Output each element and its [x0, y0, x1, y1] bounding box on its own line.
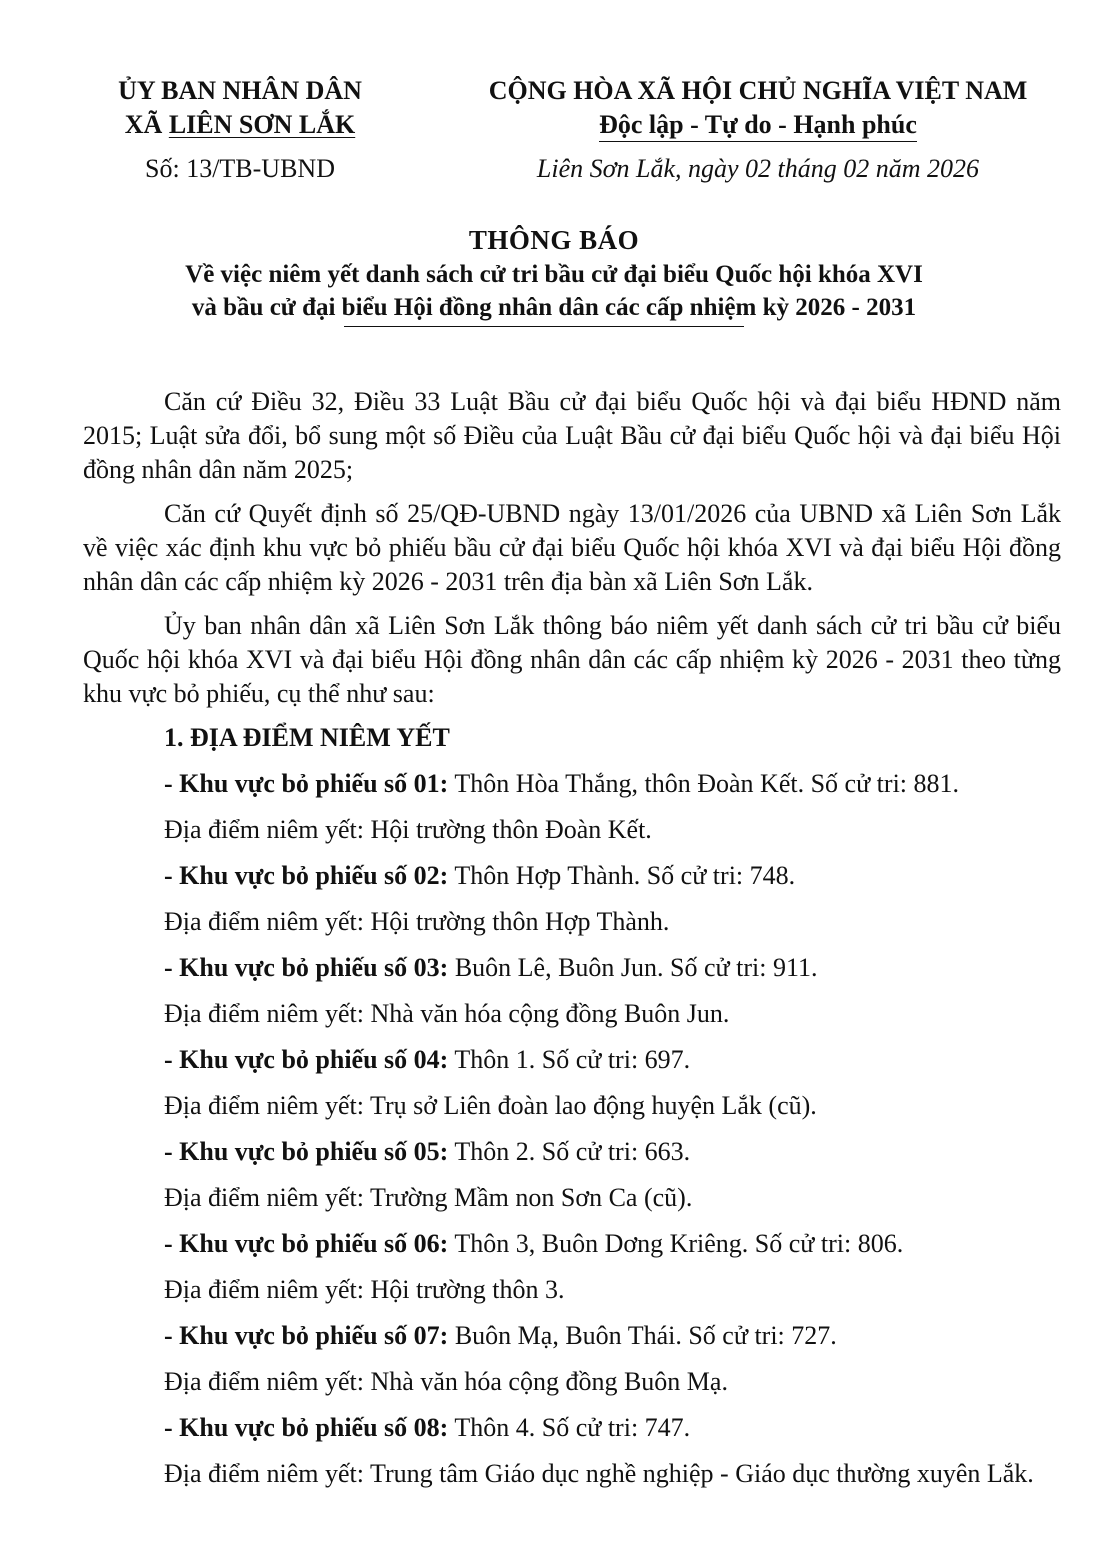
posting-location-04: Địa điểm niêm yết: Trụ sở Liên đoàn lao động huyện Lắk (cũ).: [164, 1091, 817, 1120]
voting-area-03: [83, 951, 1061, 985]
posting-location-01: Địa điểm niêm yết: Hội trường thôn Đoàn Kết.: [164, 815, 652, 844]
issuing-authority-block: [60, 74, 420, 186]
voting-area-05: [83, 1135, 1061, 1169]
posting-location-08: Địa điểm niêm yết: Trung tâm Giáo dục nghề nghiệp - Giáo dục thường xuyên Lắk.: [164, 1459, 1034, 1488]
title-divider: [344, 326, 744, 327]
posting-location-02: Địa điểm niêm yết: Hội trường thôn Hợp Thành.: [164, 907, 670, 936]
voting-area-detail: Thôn 2. Số cử tri: 663.: [448, 1137, 691, 1166]
authority-commune-prefix: XÃ: [124, 110, 169, 139]
voting-area-label: - Khu vực bỏ phiếu số 05:: [164, 1137, 449, 1166]
voting-area-label: - Khu vực bỏ phiếu số 07:: [164, 1321, 449, 1350]
national-title: CỘNG HÒA XÃ HỘI CHỦ NGHĨA VIỆT NAM: [488, 76, 1028, 105]
posting-location-03: Địa điểm niêm yết: Nhà văn hóa cộng đồng Buôn Jun.: [164, 999, 730, 1028]
voting-area-08: [83, 1411, 1061, 1445]
voting-area-label: - Khu vực bỏ phiếu số 03:: [164, 953, 449, 982]
voting-area-detail: Buôn Lê, Buôn Jun. Số cử tri: 911.: [448, 953, 818, 982]
authority-name: ỦY BAN NHÂN DÂN: [118, 76, 362, 105]
document-number: Số: 13/TB-UBND: [145, 154, 335, 183]
legal-basis-paragraph-1: Căn cứ Điều 32, Điều 33 Luật Bầu cử đại biểu Quốc hội và đại biểu HĐND năm 2015; Luật sửa đổi, bổ sung một số Điều của Luật Bầu cử đại biểu Quốc hội và đại biểu Hội đồng nhân dân năm 2025;: [83, 387, 1061, 484]
voting-area-detail: Thôn Hòa Thắng, thôn Đoàn Kết. Số cử tri: 881.: [448, 769, 960, 798]
document-body: [83, 385, 1061, 1491]
posting-location-05: Địa điểm niêm yết: Trường Mầm non Sơn Ca (cũ).: [164, 1183, 693, 1212]
voting-area-detail: Buôn Mạ, Buôn Thái. Số cử tri: 727.: [448, 1321, 837, 1350]
voting-area-02: [83, 859, 1061, 893]
voting-area-01: [83, 767, 1061, 801]
legal-basis-paragraph-2: Căn cứ Quyết định số 25/QĐ-UBND ngày 13/01/2026 của UBND xã Liên Sơn Lắk về việc xác định khu vực bỏ phiếu bầu cử đại biểu Quốc hội khóa XVI và đại biểu Hội đồng nhân dân các cấp nhiệm kỳ 2026 - 2031 trên địa bàn xã Liên Sơn Lắk.: [83, 499, 1061, 596]
motto-row: [430, 108, 1086, 142]
place-and-date: Liên Sơn Lắk, ngày 02 tháng 02 năm 2026: [536, 154, 980, 183]
voting-area-detail: Thôn Hợp Thành. Số cử tri: 748.: [448, 861, 796, 890]
voting-area-07: [83, 1319, 1061, 1353]
voting-area-06: [83, 1227, 1061, 1261]
voting-area-label: - Khu vực bỏ phiếu số 01:: [164, 769, 449, 798]
document-subject-line-1: Về việc niêm yết danh sách cử tri bầu cử đại biểu Quốc hội khóa XVI: [185, 261, 923, 288]
document-header: [0, 74, 1108, 194]
voting-area-detail: Thôn 3, Buôn Dơng Kriêng. Số cử tri: 806.: [448, 1229, 904, 1258]
voting-area-label: - Khu vực bỏ phiếu số 06:: [164, 1229, 449, 1258]
voting-area-detail: Thôn 1. Số cử tri: 697.: [448, 1045, 691, 1074]
posting-location-07: Địa điểm niêm yết: Nhà văn hóa cộng đồng Buôn Mạ.: [164, 1367, 728, 1396]
voting-area-label: - Khu vực bỏ phiếu số 08:: [164, 1413, 449, 1442]
voting-area-detail: Thôn 4. Số cử tri: 747.: [448, 1413, 691, 1442]
posting-location-06: Địa điểm niêm yết: Hội trường thôn 3.: [164, 1275, 565, 1304]
authority-commune: [60, 108, 420, 142]
national-title-block: [430, 74, 1086, 186]
authority-commune-name: LIÊN SƠN LẮK: [168, 110, 356, 139]
document-subject-line-2: và bầu cử đại biểu Hội đồng nhân dân các cấp nhiệm kỳ 2026 - 2031: [191, 294, 917, 321]
document-title: THÔNG BÁO: [468, 225, 640, 255]
national-motto: Độc lập - Tự do - Hạnh phúc: [599, 110, 917, 142]
announcement-paragraph: Ủy ban nhân dân xã Liên Sơn Lắk thông báo niêm yết danh sách cử tri bầu cử biểu Quốc hội khóa XVI và đại biểu Hội đồng nhân dân các cấp nhiệm kỳ 2026 - 2031 theo từng khu vực bỏ phiếu, cụ thể như sau:: [83, 611, 1061, 708]
voting-area-04: [83, 1043, 1061, 1077]
voting-area-label: - Khu vực bỏ phiếu số 04:: [164, 1045, 449, 1074]
document-title-block: [0, 222, 1108, 327]
voting-area-label: - Khu vực bỏ phiếu số 02:: [164, 861, 449, 890]
section-1-heading: 1. ĐỊA ĐIỂM NIÊM YẾT: [164, 723, 450, 752]
